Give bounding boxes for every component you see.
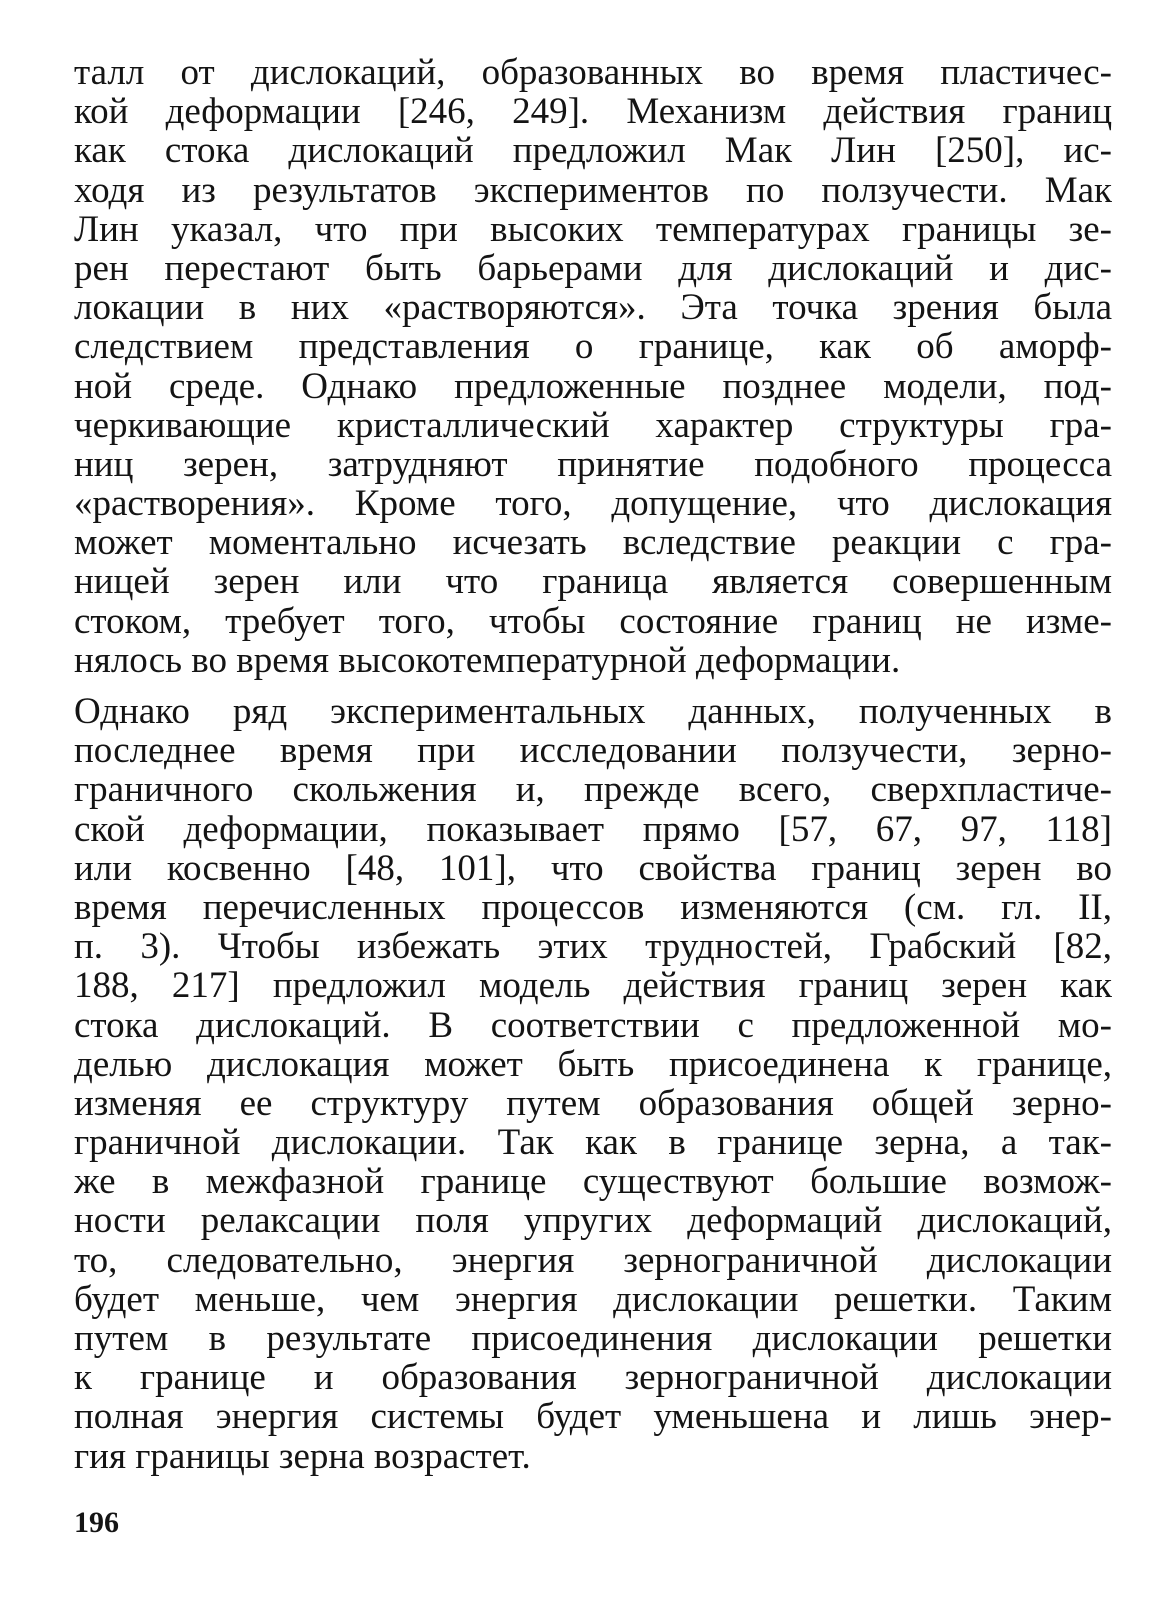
text-line: время перечисленных процессов изменяются (см. гл. II,: [74, 887, 1112, 928]
text-line: ниц зерен, затрудняют принятие подобного процесса: [74, 444, 1112, 485]
text-line: изменяя ее структуру путем образования общей зерно-: [74, 1083, 1112, 1124]
text-line: делью дислокация может быть присоединена к границе,: [74, 1044, 1112, 1084]
text-line: стоком, требует того, чтобы состояние границ не изме-: [74, 601, 1112, 641]
text-line: п. 3). Чтобы избежать этих трудностей, Грабский [82,: [74, 927, 1112, 967]
text-line: же в межфазной границе существуют большие возмож-: [74, 1162, 1112, 1202]
text-line: путем в результате присоединения дислокации решетки: [74, 1319, 1112, 1359]
text-line: локации в них «растворяются». Эта точка зрения была: [74, 288, 1112, 328]
text-line: ской деформации, показывает прямо [57, 67, 97, 118]: [74, 809, 1112, 849]
text-line: ности релаксации поля упругих деформаций дислокаций,: [74, 1201, 1112, 1241]
text-line: или косвенно [48, 101], что свойства границ зерен во: [74, 848, 1112, 888]
text-line: кой деформации [246, 249]. Механизм действия границ: [74, 92, 1112, 132]
text-line: последнее время при исследовании ползучести, зерно-: [74, 731, 1112, 771]
text-line: «растворения». Кроме того, допущение, что дислокация: [74, 484, 1112, 524]
text-line: ходя из результатов экспериментов по ползучести. Мак: [74, 170, 1112, 210]
text-line: как стока дислокаций предложил Мак Лин [250], ис-: [74, 131, 1112, 171]
text-line: полная энергия системы будет уменьшена и лишь энер-: [74, 1397, 1112, 1437]
text-line: следствием представления о границе, как об аморф-: [74, 327, 1112, 367]
text-line: Однако ряд экспериментальных данных, полученных в: [74, 692, 1112, 732]
text-line: граничного скольжения и, прежде всего, сверхпластиче-: [74, 770, 1112, 810]
text-line: ной среде. Однако предложенные позднее модели, под-: [74, 366, 1112, 406]
text-line: граничной дислокации. Так как в границе зерна, а так-: [74, 1123, 1112, 1163]
text-line: рен перестают быть барьерами для дислокаций и дис-: [74, 248, 1112, 289]
text-line: то, следовательно, энергия зернограничной дислокации: [74, 1240, 1112, 1280]
text-line: гия границы зерна возрастет.: [74, 1436, 531, 1476]
text-line: к границе и образования зернограничной дислокации: [74, 1358, 1112, 1398]
text-line: 188, 217] предложил модель действия границ зерен как: [74, 966, 1112, 1006]
page-number: 196: [74, 1506, 119, 1539]
text-line: Лин указал, что при высоких температурах границы зе-: [74, 209, 1112, 249]
text-line: черкивающие кристаллический характер структуры гра-: [74, 405, 1112, 445]
text-line: талл от дислокаций, образованных во время пластичес-: [74, 53, 1112, 93]
text-line: нялось во время высокотемпературной деформации.: [74, 640, 901, 680]
paragraph-2: [74, 692, 1112, 1476]
text-line: стока дислокаций. В соответствии с предложенной мо-: [74, 1005, 1112, 1045]
text-line: ницей зерен или что граница является совершенным: [74, 562, 1112, 602]
text-line: будет меньше, чем энергия дислокации решетки. Таким: [74, 1279, 1112, 1319]
text-line: может моментально исчезать вследствие реакции с гра-: [74, 523, 1112, 563]
paragraph-1: [74, 53, 1112, 680]
